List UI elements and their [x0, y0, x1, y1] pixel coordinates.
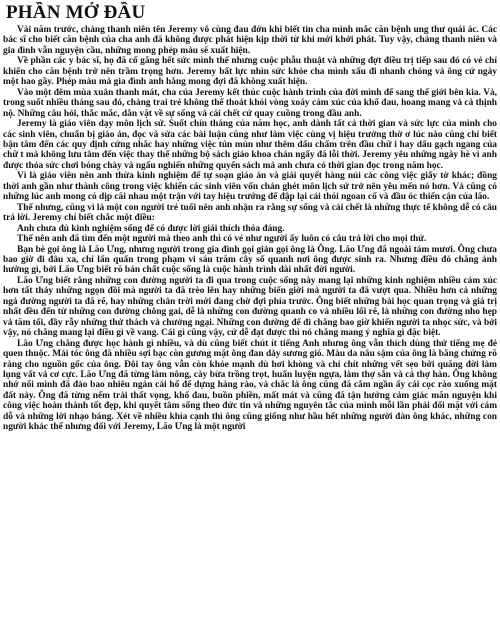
paragraph: Vào một đêm mùa xuân thanh mát, cha của Jeremy kết thúc cuộc hành trình của đời mình để sang thế giới bên kia. Và, trong suốt nhiều tháng sau đó, chàng trai trẻ không thể thoát khỏi vòng xoáy cảm xúc của khổ đau, hoang mang và cả thịnh nộ. Những câu hỏi, thắc mắc, dằn vặt về sự sống và cái chết cứ quay cuồng trong đầu anh. — [3, 87, 497, 119]
paragraph: Lão Ưng chẳng được học hành gì nhiều, và dù cũng biết chút ít tiếng Anh nhưng ông vẫn thích dùng thứ tiếng mẹ đẻ quen thuộc. Mái tóc ông đã nhiều sợi bạc còn gương mặt ông đan dày sương gió. Màu da nâu sậm của ông là bằng chứng rõ ràng cho nguồn gốc của ông. Đôi tay ông vẫn còn khỏe mạnh dù hơi khòng và chỉ chít những vết sẹo bởi quãng đời làm lụng vất vả cơ cực. Lão Ưng đã từng làm nông, cày bừa trồng trọt, huấn luyện ngựa, làm thợ sắn và cả thợ hàn. Ông không nhớ nổi mình đã đào bao nhiêu ngàn cái hố để dựng hàng rào, và chắc là ông cũng đã cắm ngần ấy cái cọc rào xuống mặt đất này. Ông đã từng nếm trải thất vọng, khổ đau, buồn phiền, mất mát và cũng đã tận hưởng cảm giác mãn nguyện khi công việc hoàn thành tốt đẹp, khi quyết tâm sống theo đức tin và những nguyên tắc của mình mỗi lần phải đối mặt với cám dỗ và những lời nhạo báng. Xét về nhiều khía cạnh thì ông cũng giống như hầu hết những người đàn ông khác, những con người khác thế nhưng đối với Jeremy, Lão Ưng là một người — [3, 338, 497, 433]
paragraph: Vì là giáo viên nên anh thừa kinh nghiệm để tự soạn giáo án và giải quyết hàng núi các công việc giấy tờ khác; đồng thời anh gần như thành công trong việc khiến các sinh viên vốn chán ghét môn lịch sử trở nên yêu mến nó hơn. Và cũng có những lúc anh mong có dịp cãi nhau một trận với tay hiệu trưởng để đập lại cái thói ngoan cố và đầu óc thiển cận của lão. — [3, 171, 497, 203]
paragraph: Bạn bè gọi ông là Lão Ưng, nhưng người trong gia đình gọi giản gọi ông là Ông. Lão Ưng đã ngoài tám mươi. Ông chưa bao giờ đi đâu xa, chỉ lẩn quẩn trong phạm vi sáu trăm cây số quanh nơi ông được sinh ra. Nhưng điều đó chẳng ảnh hưởng gì, bởi Lão Ưng biết rõ bản chất cuộc sống là cuộc hành trình dài nhất đời người. — [3, 244, 497, 276]
paragraph: Thế nên anh đã tìm đến một người mà theo anh thì có vẻ như người ấy luôn có câu trả lời cho mọi thứ. — [17, 234, 427, 245]
paragraph: Lão Ưng biết rằng những con đường người ta đi qua trong cuộc sống này mang lại những kinh nghiệm nhiều cảm xúc hơn tất thảy những ngọn đồi mà người ta đã trèo lên hay những biển giời mà người ta đã vượt qua. Nhiều hơn cả những ngả đường người ta đã rẽ, hay những chân trời mới đang chờ đợi phía trước. Ông biết những bài học quan trọng và giá trị nhất đều đến từ những con đường chông gai, dễ là những con đường quanh co và nhiều lối rẽ, là những con đường nho hẹp và tăm tối, đầy rẫy những thử thách và chướng ngại. Những con đường để đi chẳng bao giờ khiến người ta nhọc sức, và bởi vậy, nó chẳng mang lại điều gì về vang. Cái gì cũng vậy, cứ dễ đạt được thì nó chẳng mang ý nghĩa gì đặc biệt. — [3, 275, 497, 339]
document-title: PHẦN MỞ ĐẦU — [6, 2, 146, 23]
paragraph: Về phần các y bác sĩ, họ đã cố gắng hết sức mình thế nhưng cuộc phẫu thuật và những đợt điều trị tiếp sau đó có vẻ chỉ khiến cho căn bệnh trở nên trầm trọng hơn. Jeremy bất lực nhìn sức khỏe cha mình xấu đi nhanh chóng và ông cứ ngày một hao gầy. Phép màu mà gia đình anh hằng mong đợi đã không xuất hiện. — [3, 56, 497, 88]
document-body — [3, 25, 497, 433]
paragraph: Jeremy là giáo viên dạy môn lịch sử. Suốt chín tháng của năm học, anh dành tất cả thời gian và sức lực của mình cho các sinh viên, chuẩn bị giáo án, đọc và sửa các bài luận cũng như làm việc cùng vị hiệu trưởng thờ ơ lúc nào cũng chỉ biết bận tâm đến các quy định cứng nhắc hay những việc tủn mủn như thêm dấu chấm trên đầu chữ i hay dấu gạch ngang của chữ t mà không lưu tâm đến việc thay thế những bộ sách giáo khoa chán ngấy đã lỗi thời. Jeremy yêu những ngày hè vì anh được thỏa sức chơi bóng chày và ngấu nghiến những quyển sách mà anh chưa có thời gian đọc trong năm học. — [3, 119, 497, 171]
paragraph: Thế nhưng, cũng vì là một con người trẻ tuổi nên anh nhận ra rằng sự sống và cái chết là những thực tế không dễ có câu trả lời. Jeremy chỉ biết chắc một điều: — [3, 202, 497, 224]
paragraph: Anh chưa đủ kinh nghiệm sống để có được lời giải thích thỏa đáng. — [17, 223, 285, 234]
paragraph: Vài năm trước, chàng thanh niên tên Jeremy vô cùng đau đớn khi biết tin cha mình mắc căn bệnh ung thư quái ác. Các bác sĩ cho biết căn bệnh của cha anh đã không được phát hiện kịp thời từ khi mới khởi phát. Tuy vậy, chàng thanh niên và gia đình vẫn nguyện cầu, những mong phép màu sẽ xuất hiện. — [3, 25, 497, 56]
document-page — [3, 2, 497, 633]
